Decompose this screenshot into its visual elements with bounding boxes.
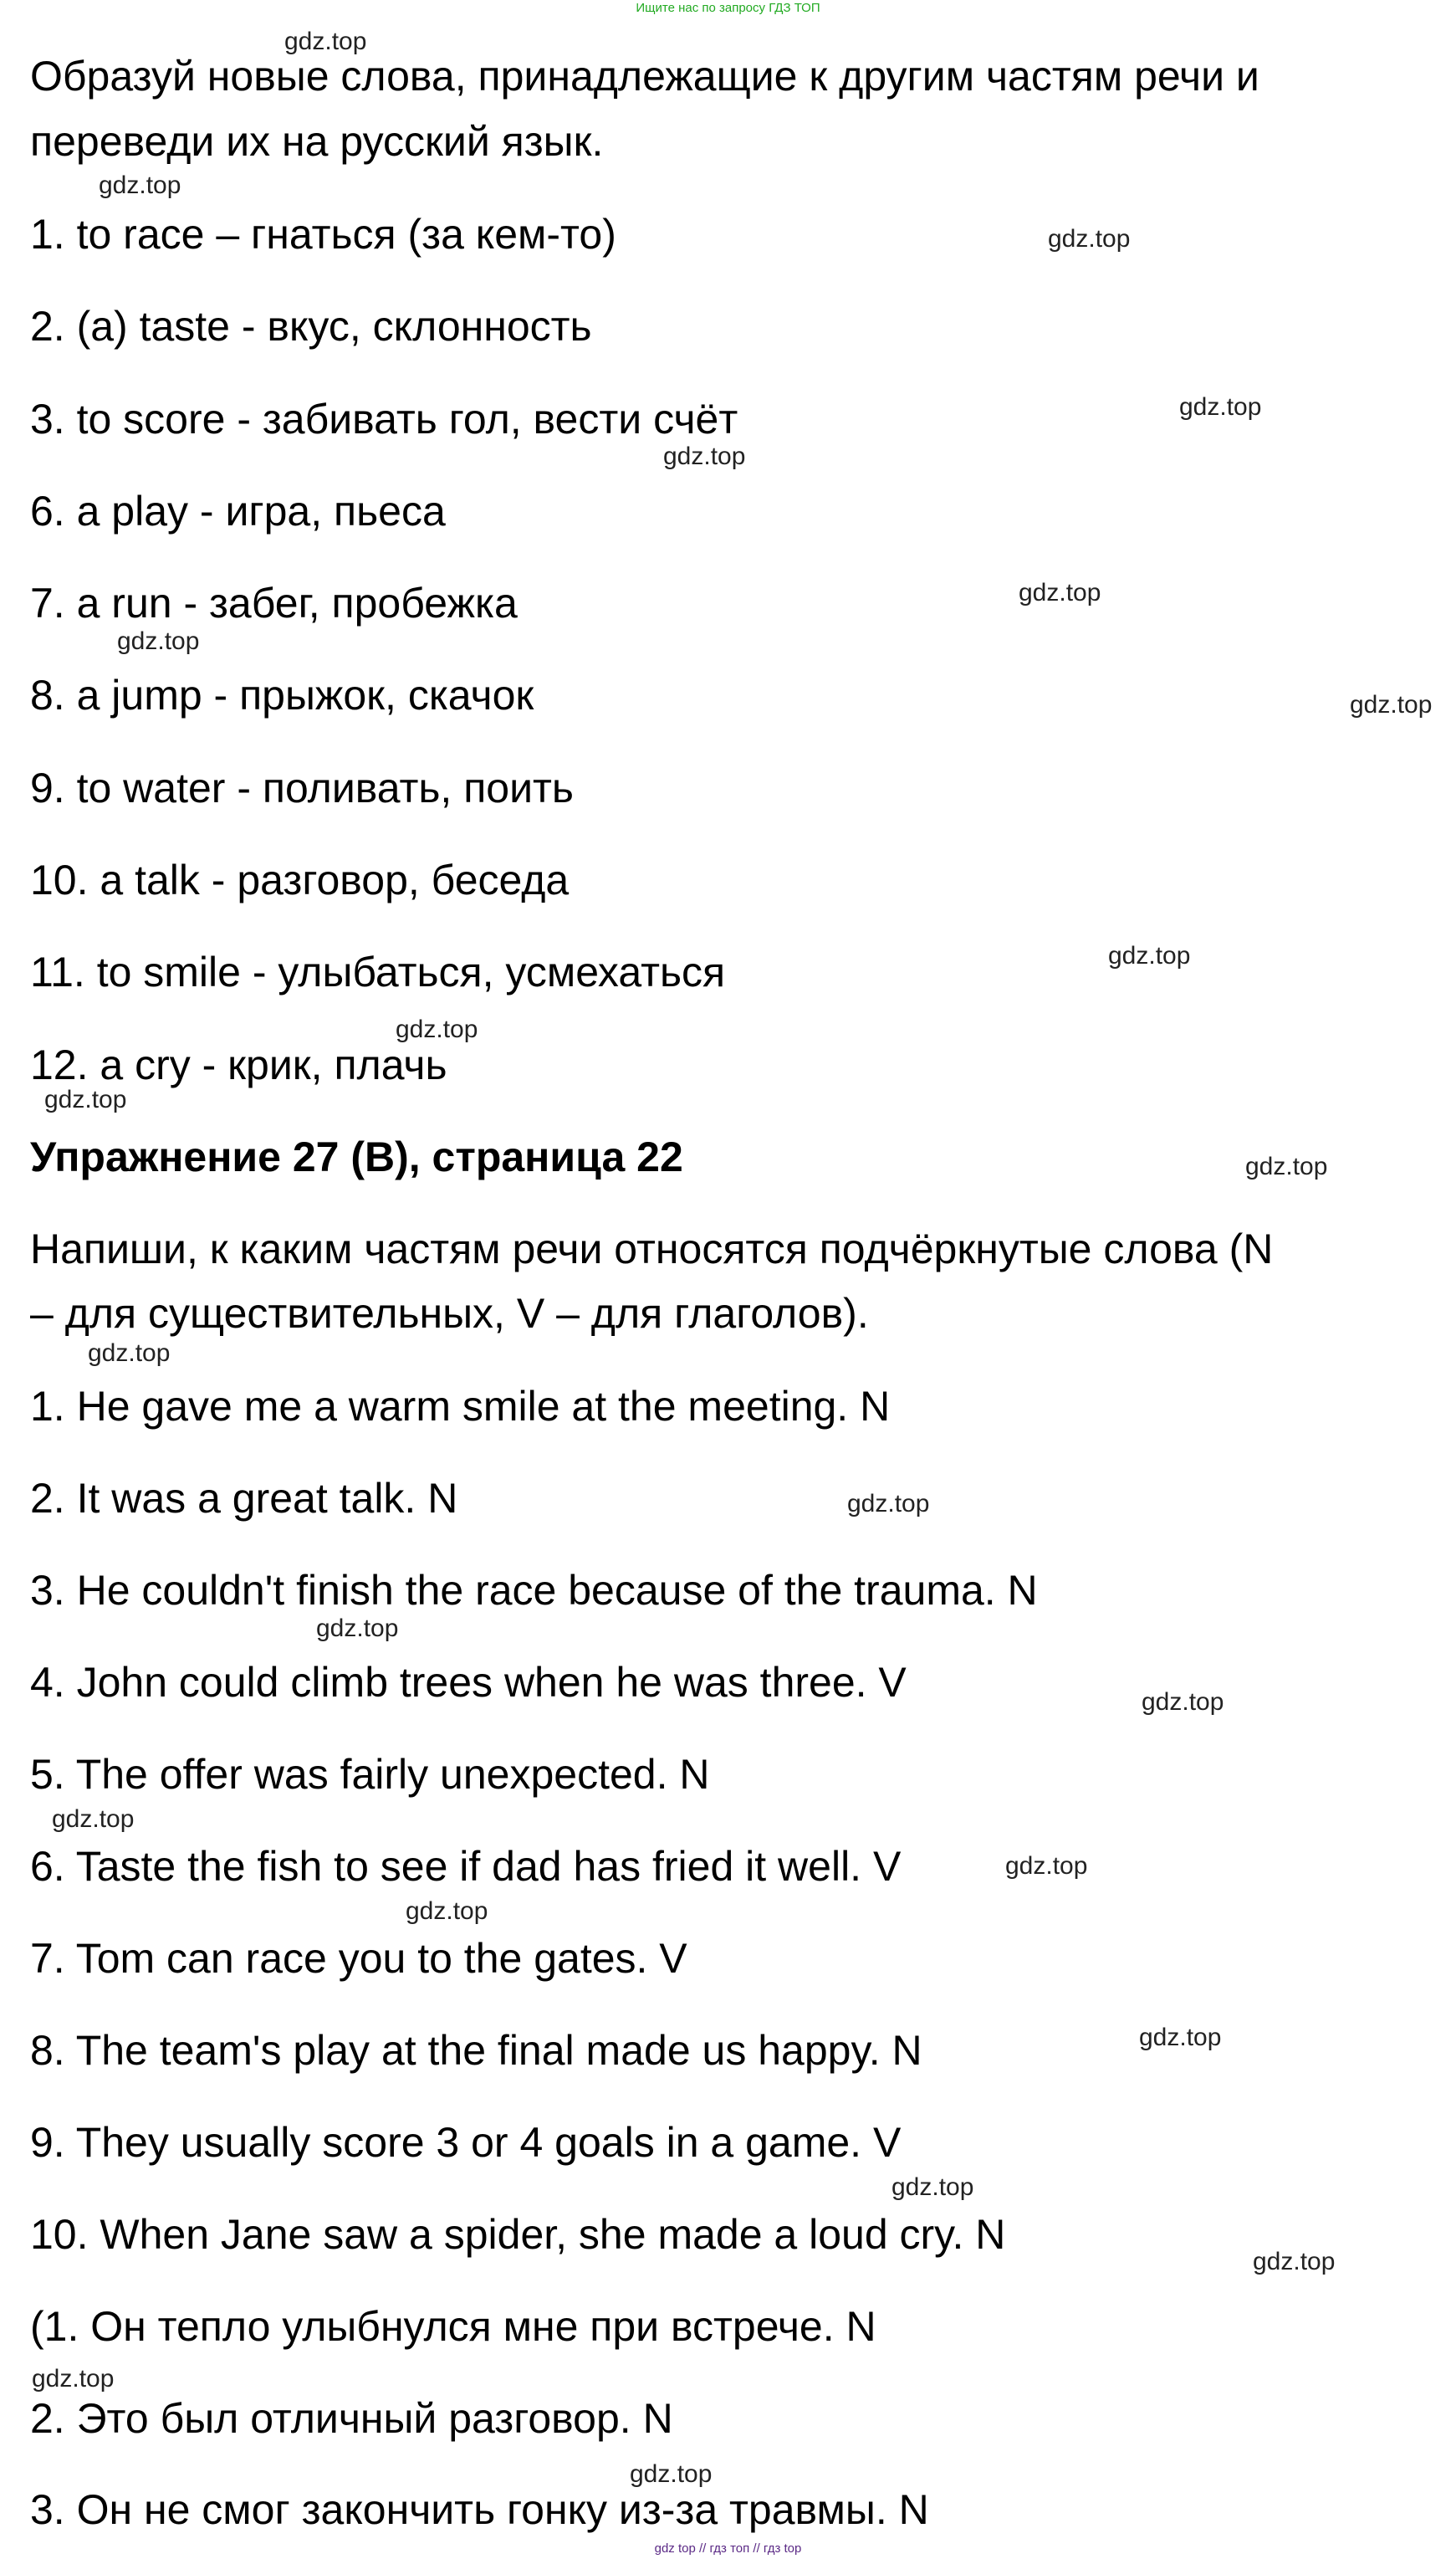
watermark: gdz.top [406, 1897, 488, 1925]
sentence-item: 8. The team's play at the final made us happy. N [30, 2027, 922, 2074]
bottom-banner: gdz top // гдз топ // гдз top [654, 2541, 802, 2556]
watermark: gdz.top [630, 2460, 713, 2488]
word-item: 9. to water - поливать, поить [30, 765, 574, 811]
sentence-item: 6. Taste the fish to see if dad has fried it well. V [30, 1843, 902, 1890]
word-item: 3. to score - забивать гол, вести счёт [30, 396, 738, 443]
word-item: 2. (a) taste - вкус, склонность [30, 303, 592, 350]
watermark: gdz.top [1019, 579, 1101, 606]
top-banner: Ищите нас по запросу ГДЗ ТОП [636, 1, 820, 15]
watermark: gdz.top [663, 443, 746, 470]
task-intro-line-2: переведи их на русский язык. [30, 118, 604, 165]
watermark: gdz.top [1139, 2024, 1222, 2051]
watermark: gdz.top [847, 1490, 930, 1517]
watermark: gdz.top [1179, 393, 1262, 421]
sentence-item: 4. John could climb trees when he was three. V [30, 1659, 907, 1706]
exercise-intro-line-2: – для существительных, V – для глаголов). [30, 1290, 869, 1337]
watermark: gdz.top [1005, 1852, 1088, 1880]
word-item: 8. a jump - прыжок, скачок [30, 672, 534, 719]
sentence-item: 2. It was a great talk. N [30, 1475, 458, 1522]
watermark: gdz.top [32, 2365, 115, 2393]
task-intro-line-1: Образуй новые слова, принадлежащие к другим частям речи и [30, 53, 1259, 100]
watermark: gdz.top [44, 1086, 127, 1113]
exercise-heading: Упражнение 27 (B), страница 22 [30, 1134, 683, 1180]
watermark: gdz.top [891, 2173, 974, 2201]
watermark: gdz.top [117, 627, 200, 655]
exercise-intro-line-1: Напиши, к каким частям речи относятся подчёркнутые слова (N [30, 1226, 1274, 1272]
watermark: gdz.top [1108, 942, 1191, 970]
watermark: gdz.top [99, 171, 181, 199]
watermark: gdz.top [88, 1339, 171, 1367]
translation-item: (1. Он тепло улыбнулся мне при встрече. N [30, 2303, 876, 2350]
watermark: gdz.top [1142, 1688, 1224, 1716]
word-item: 12. a cry - крик, плачь [30, 1041, 447, 1088]
word-item: 7. a run - забег, пробежка [30, 580, 518, 627]
translation-item: 2. Это был отличный разговор. N [30, 2395, 673, 2442]
word-item: 10. a talk - разговор, беседа [30, 857, 570, 903]
word-item: 1. to race – гнаться (за кем-то) [30, 211, 616, 258]
sentence-item: 10. When Jane saw a spider, she made a loud cry. N [30, 2211, 1006, 2258]
watermark: gdz.top [1048, 225, 1131, 253]
watermark: gdz.top [52, 1805, 135, 1833]
watermark: gdz.top [1253, 2248, 1336, 2275]
watermark: gdz.top [316, 1615, 399, 1642]
sentence-item: 7. Tom can race you to the gates. V [30, 1935, 687, 1982]
sentence-item: 3. He couldn't finish the race because of the trauma. N [30, 1567, 1038, 1614]
watermark: gdz.top [396, 1016, 478, 1043]
watermark: gdz.top [1350, 691, 1433, 719]
word-item: 6. a play - игра, пьеса [30, 488, 446, 535]
word-item: 11. to smile - улыбаться, усмехаться [30, 949, 726, 995]
watermark: gdz.top [284, 28, 367, 55]
sentence-item: 9. They usually score 3 or 4 goals in a game. V [30, 2119, 902, 2166]
sentence-item: 5. The offer was fairly unexpected. N [30, 1751, 710, 1798]
sentence-item: 1. He gave me a warm smile at the meeting. N [30, 1383, 891, 1430]
watermark: gdz.top [1245, 1153, 1328, 1180]
translation-item: 3. Он не смог закончить гонку из-за травмы. N [30, 2486, 929, 2533]
